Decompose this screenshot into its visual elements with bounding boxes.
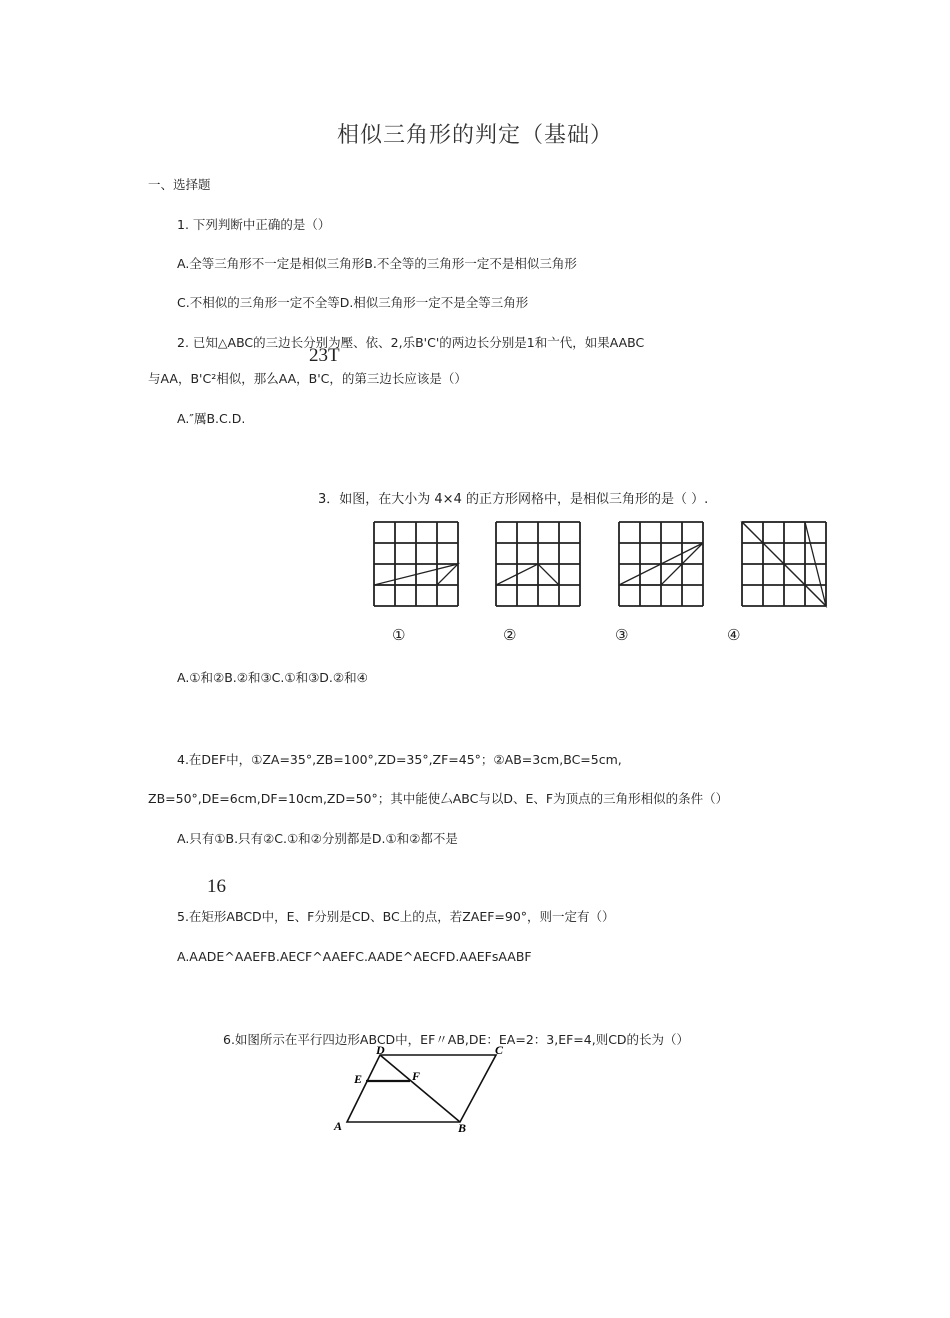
point-label-c: C	[495, 1043, 504, 1057]
page-title: 相似三角形的判定（基础）	[336, 123, 613, 148]
grid-label-2: ②	[503, 626, 517, 644]
point-label-b: B	[458, 1121, 467, 1135]
q2-stem-line1: 2. 已知△ABC的三边长分别为壓、依、2,乐B'C'的两边长分别是1和亠代，如果AABC	[177, 335, 645, 350]
grid-label-4: ④	[727, 626, 741, 644]
q1-options-ab: A.全等三角形不一定是相似三角形B.不全等的三角形一定不是相似三角形	[177, 256, 577, 271]
q4-stem-line1: 4.在DEF中，①ZA=35°,ZB=100°,ZD=35°,ZF=45°；②AB=3cm,BC=5cm,	[177, 752, 622, 767]
point-label-f: F	[412, 1069, 421, 1083]
diagonal-db	[380, 1055, 460, 1122]
q3-stem: 3．如图，在大小为 4×4 的正方形网格中，是相似三角形的是（ ）.	[318, 492, 709, 507]
q2-stem-line2: 与AA，B'C²相似，那么AA，B'C，的第三边长应该是（）	[148, 371, 467, 386]
point-label-a: A	[334, 1119, 343, 1133]
grid-label-3: ③	[615, 626, 629, 644]
q2-fragment-note: 23T	[309, 345, 340, 366]
q2-options: A.″厲B.C.D.	[177, 411, 246, 426]
grid-label-1: ①	[392, 626, 406, 644]
q6-stem: 6.如图所示在平行四边形ABCD中，EF〃AB,DE：EA=2：3,EF=4,则CD的长为（）	[223, 1032, 690, 1047]
section-heading: 一、选择题	[148, 177, 211, 192]
point-label-d: D	[376, 1043, 385, 1057]
q4-stem-line2: ZB=50°,DE=6cm,DF=10cm,ZD=50°；其中能使厶ABC与以D、E、F为顶点的三角形相似的条件（）	[148, 791, 729, 806]
q5-options: A.AADE^AAEFB.AECF^AAEFC.AADE^AECFD.AAEFsAABF	[177, 949, 532, 964]
parallelogram-abcd	[347, 1055, 496, 1122]
q1-options-cd: C.不相似的三角形一定不全等D.相似三角形一定不是全等三角形	[177, 295, 529, 310]
point-label-e: E	[354, 1072, 363, 1086]
q4-options: A.只有①B.只有②C.①和②分别都是D.①和②都不是	[177, 831, 458, 846]
q5-stem: 5.在矩形ABCD中，E、F分别是CD、BC上的点，若ZAEF=90°，则一定有（）	[177, 909, 615, 924]
q3-options: A.①和②B.②和③C.①和③D.②和④	[177, 670, 368, 685]
q5-fragment-note: 16	[207, 876, 226, 897]
q1-stem: 1. 下列判断中正确的是（）	[177, 217, 331, 232]
